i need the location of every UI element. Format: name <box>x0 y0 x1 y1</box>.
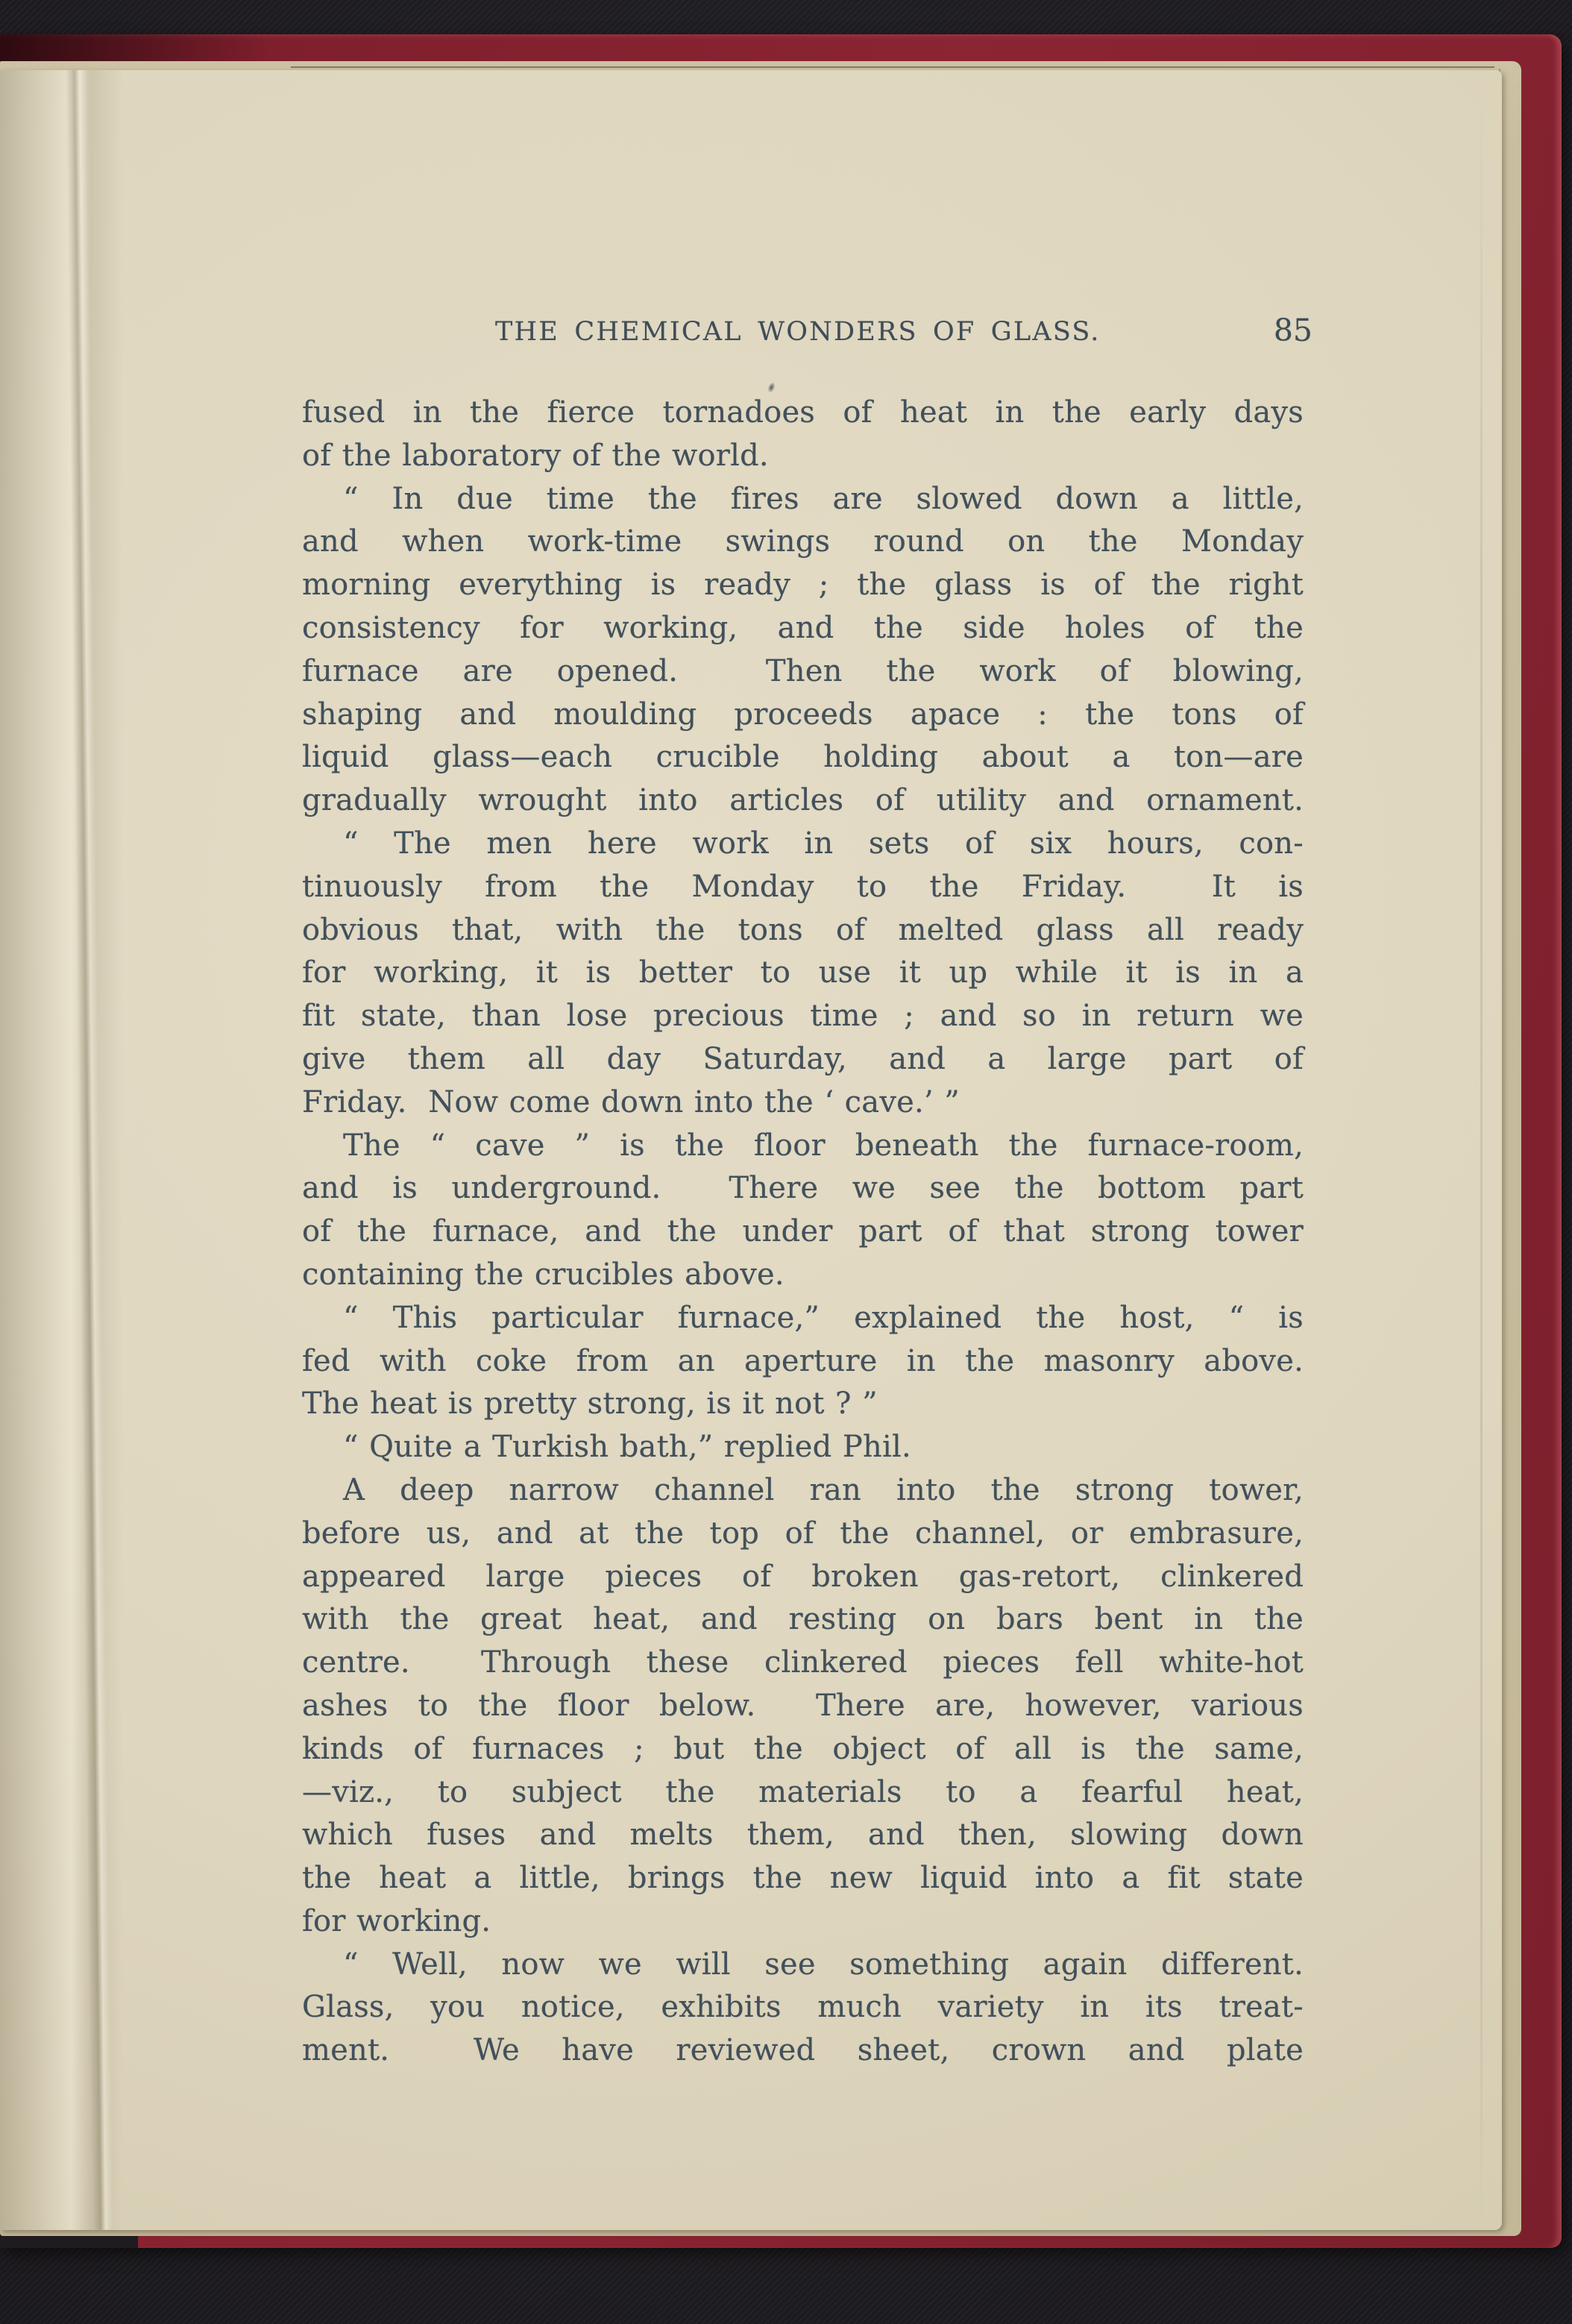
text-line: Friday. Now come down into the ‘ cave.’ ” <box>302 1084 960 1119</box>
text-line: the heat a little, brings the new liquid into a fit state <box>302 1861 1304 1896</box>
text-line: fused in the fierce tornadoes of heat in the early days <box>302 395 1304 430</box>
page-edge-line <box>291 66 1494 68</box>
text-line: consistency for working, and the side holes of the <box>302 610 1304 645</box>
text-line: ashes to the floor below. There are, however, various <box>302 1688 1304 1723</box>
text-line: for working, it is better to use it up while it is in a <box>302 955 1304 990</box>
page-gutter-crease <box>66 70 113 2230</box>
sheet-edge-shadow <box>1480 70 1483 2230</box>
text-line: The “ cave ” is the floor beneath the furnace-room, <box>343 1128 1304 1163</box>
text-line: shaping and moulding proceeds apace : the tons of <box>302 697 1304 732</box>
text-line: which fuses and melts them, and then, slowing down <box>302 1818 1304 1853</box>
text-line: before us, and at the top of the channel, or embrasure, <box>302 1516 1304 1551</box>
page-number: 85 <box>1273 313 1312 348</box>
text-line: kinds of furnaces ; but the object of all is the same, <box>302 1731 1304 1766</box>
text-line: and when work-time swings round on the Monday <box>302 524 1304 559</box>
text-line: “ In due time the fires are slowed down a little, <box>343 481 1304 516</box>
text-line: obvious that, with the tons of melted glass all ready <box>302 912 1304 947</box>
running-header: THE CHEMICAL WONDERS OF GLASS. <box>495 317 1101 347</box>
text-line: liquid glass—each crucible holding about a ton—are <box>302 740 1304 775</box>
text-line: appeared large pieces of broken gas-retort, clinkered <box>302 1559 1304 1594</box>
text-line: and is underground. There we see the bottom part <box>302 1171 1304 1206</box>
text-line: fit state, than lose precious time ; and so in return we <box>302 999 1304 1034</box>
book-page <box>0 70 1502 2230</box>
text-line: —viz., to subject the materials to a fearful heat, <box>302 1774 1304 1809</box>
text-line: containing the crucibles above. <box>302 1257 785 1292</box>
text-line: “ The men here work in sets of six hours, con- <box>343 826 1304 861</box>
text-line: “ Well, now we will see something again different. <box>343 1947 1304 1982</box>
text-line: A deep narrow channel ran into the strong tower, <box>343 1472 1304 1507</box>
text-line: centre. Through these clinkered pieces fell white-hot <box>302 1645 1304 1680</box>
text-line: morning everything is ready ; the glass is of the right <box>302 568 1304 603</box>
text-line: “ This particular furnace,” explained the host, “ is <box>343 1300 1304 1335</box>
text-line: The heat is pretty strong, is it not ? ” <box>302 1386 878 1422</box>
text-line: ment. We have reviewed sheet, crown and plate <box>302 2033 1304 2068</box>
text-line: of the laboratory of the world. <box>302 438 769 473</box>
text-line: Glass, you notice, exhibits much variety in its treat- <box>302 1990 1304 2025</box>
text-line: for working. <box>302 1903 491 1938</box>
text-line: of the furnace, and the under part of that strong tower <box>302 1214 1304 1249</box>
text-line: with the great heat, and resting on bars bent in the <box>302 1602 1304 1637</box>
text-line: give them all day Saturday, and a large part of <box>302 1041 1304 1076</box>
text-line: tinuously from the Monday to the Friday. It is <box>302 869 1304 904</box>
text-line: “ Quite a Turkish bath,” replied Phil. <box>343 1430 911 1465</box>
text-line: fed with coke from an aperture in the masonry above. <box>302 1343 1304 1378</box>
text-line: furnace are opened. Then the work of blowing, <box>302 653 1304 688</box>
page-text <box>302 392 1304 2073</box>
text-line: gradually wrought into articles of utility and ornament. <box>302 783 1304 818</box>
